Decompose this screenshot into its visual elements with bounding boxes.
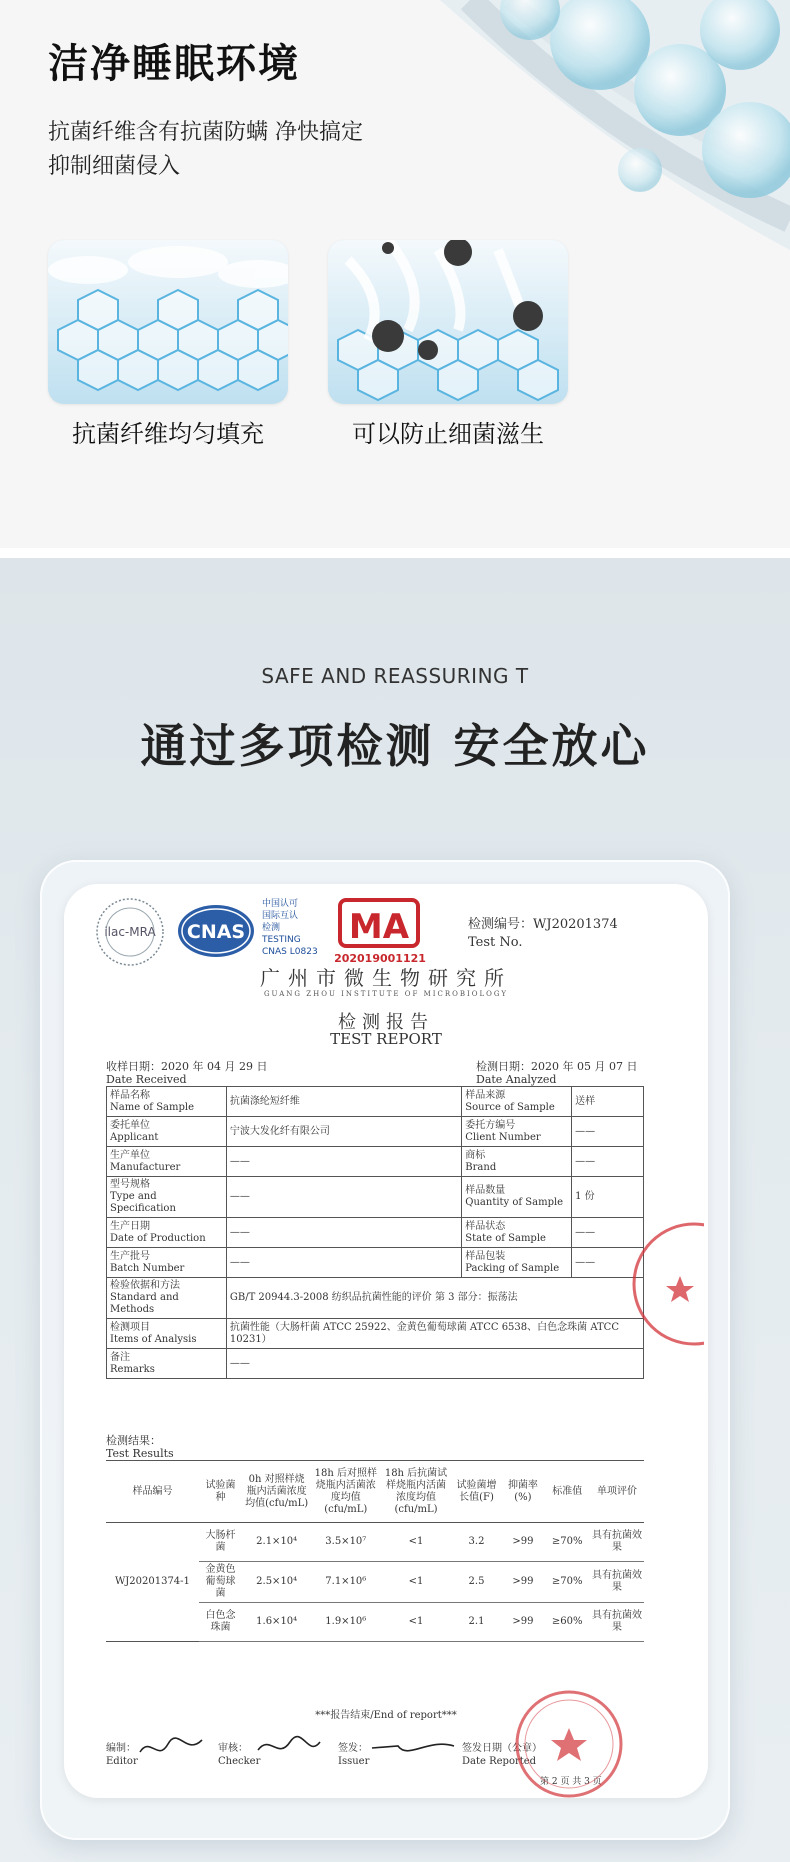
sample-id-cell: WJ20201374-1 [106,1523,199,1642]
items-row: 检测项目 Items of Analysis 抗菌性能（大肠杆菌 ATCC 25922、金黄色葡萄球菌 ATCC 6538、白色念珠菌 ATCC 10231） [107,1319,644,1349]
checker-signature: 审核： Checker [218,1743,261,1767]
results-header-cell: 抑菌率(%) [501,1461,544,1523]
results-header-cell: 试验菌种 [199,1461,242,1523]
result-cell-f: 2.5 [452,1562,502,1603]
info-row: 型号规格 Type and Specification —— 样品数量 Quantity of Sample 1 份 [107,1177,644,1218]
info-row: 生产批号 Batch Number —— 样品包装 Packing of Sample —— [107,1248,644,1278]
issuer-handwriting [368,1734,458,1768]
section-subtitle [48,116,363,184]
checker-handwriting [254,1732,324,1766]
results-header-cell: 18h 后对照样烧瓶内活菌浓度均值(cfu/mL) [311,1461,380,1523]
result-cell-c18: 3.5×10⁷ [311,1523,380,1562]
result-cell-rate: >99 [501,1523,544,1562]
cnas-logo [176,902,256,960]
result-cell-eval: 具有抗菌效果 [590,1603,644,1642]
result-cell-f: 3.2 [452,1523,502,1562]
svg-text:CNAS: CNAS [186,921,246,943]
date-received: 收样日期：2020 年 04 月 29 日 Date Received [106,1060,268,1086]
subtitle-line-2: 抑制细菌侵入 [48,154,181,179]
editor-signature: 编制： Editor [106,1743,138,1767]
date-reported: 签发日期（公章） Date Reported [462,1743,542,1767]
subtitle-line-1: 抗菌纤维含有抗菌防螨 净快搞定 [48,120,363,145]
result-cell-rate: >99 [501,1562,544,1603]
report-title-cn: 检测报告 [338,1012,434,1033]
svg-text:MA: MA [348,907,410,947]
result-cell-c0: 2.5×10⁴ [242,1562,311,1603]
result-cell-t18: <1 [380,1603,451,1642]
results-header-cell: 试验菌增长值(F) [452,1461,502,1523]
table-row [106,1523,644,1562]
cma-number: 202019001121 [334,952,426,965]
result-cell-c0: 2.1×10⁴ [242,1523,311,1562]
result-cell-t18: <1 [380,1562,451,1603]
info-row: 样品名称 Name of Sample 抗菌涤纶短纤维 样品来源 Source of Sample 送样 [107,1087,644,1117]
result-cell-c18: 7.1×10⁶ [311,1562,380,1603]
card-caption-2: 可以防止细菌滋生 [352,420,544,448]
result-cell-eval: 具有抗菌效果 [590,1523,644,1562]
red-seal-bottom [504,1684,634,1798]
info-row: 委托单位 Applicant 宁波大发化纤有限公司 委托方编号 Client Number —— [107,1117,644,1147]
result-cell-f: 2.1 [452,1603,502,1642]
section-title: 洁净睡眠环境 [48,41,300,87]
test-report-document [64,884,708,1798]
end-of-report: ***报告结束/End of report*** [315,1710,457,1721]
report-section-title: 通过多项检测 安全放心 [140,719,650,773]
results-header-cell: 0h 对照样烧瓶内活菌浓度均值(cfu/mL) [242,1461,311,1523]
institute-name-cn: 广州市微生物研究所 [260,966,512,990]
result-cell-strain: 白色念珠菌 [199,1603,242,1642]
result-cell-std: ≥70% [545,1562,590,1603]
test-results-table [106,1460,644,1642]
ilac-mra-logo [92,896,168,968]
svg-text:ilac-MRA: ilac-MRA [104,925,156,939]
page-number: 第 2 页 共 3 页 [540,1777,602,1787]
date-analyzed: 检测日期：2020 年 05 月 07 日 Date Analyzed [476,1060,638,1086]
cma-logo [334,894,424,952]
test-number: 检测编号：WJ20201374 Test No. [468,917,618,950]
result-cell-strain: 金黄色葡萄球菌 [199,1562,242,1603]
cnas-accreditation-text: 中国认可 国际互认 检测 TESTING CNAS L0823 [262,899,318,957]
results-header-row [106,1461,644,1523]
report-title-en: TEST REPORT [330,1030,442,1048]
result-cell-std: ≥70% [545,1523,590,1562]
results-header-cell: 18h 后抗菌试样烧瓶内活菌浓度均值(cfu/mL) [380,1461,451,1523]
remarks-row: 备注 Remarks —— [107,1349,644,1379]
institute-name-en: GUANG ZHOU INSTITUTE OF MICROBIOLOGY [263,990,509,998]
issuer-signature: 签发： Issuer [338,1743,370,1767]
clean-sleep-section [0,0,790,548]
tagline-english: SAFE AND REASSURING T [261,664,529,688]
info-row: 生产单位 Manufacturer —— 商标 Brand —— [107,1147,644,1177]
result-cell-rate: >99 [501,1603,544,1642]
result-cell-c18: 1.9×10⁶ [311,1603,380,1642]
card-caption-1: 抗菌纤维均匀填充 [72,420,264,448]
test-report-section [0,558,790,1862]
editor-handwriting [136,1732,206,1766]
result-cell-std: ≥60% [545,1603,590,1642]
result-cell-t18: <1 [380,1523,451,1562]
results-header-cell: 单项评价 [590,1461,644,1523]
section-divider [0,548,790,558]
result-cell-eval: 具有抗菌效果 [590,1562,644,1603]
test-results-label: 检测结果： Test Results [106,1434,174,1460]
method-row: 检验依据和方法 Standard and Methods GB/T 20944.3-2008 纺织品抗菌性能的评价 第 3 部分：振荡法 [107,1278,644,1319]
fiber-honeycomb-image [48,240,288,404]
red-seal-side [624,1214,704,1354]
result-cell-strain: 大肠杆菌 [199,1523,242,1562]
info-row: 生产日期 Date of Production —— 样品状态 State of Sample —— [107,1218,644,1248]
results-header-cell: 样品编号 [106,1461,199,1523]
result-cell-c0: 1.6×10⁴ [242,1603,311,1642]
bacteria-blocked-image [328,240,568,404]
sample-info-table [106,1086,644,1379]
results-header-cell: 标准值 [545,1461,590,1523]
